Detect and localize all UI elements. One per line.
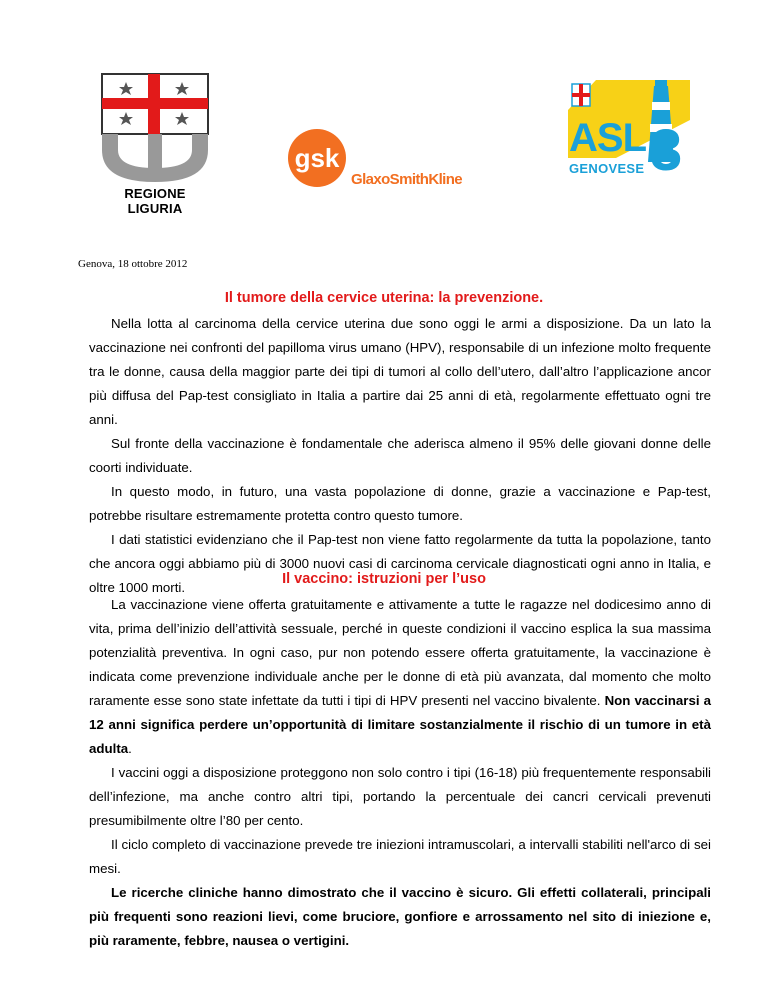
paragraph: I vaccini oggi a disposizione proteggono non solo contro i tipi (16-18) più frequentemente responsabili dell’infezione, ma anche contro altri tipi, portando la percentuale dei cancri cervicali prevenuti presumibilmente oltre l’80 per cento. <box>89 765 711 828</box>
paragraph: Il ciclo completo di vaccinazione prevede tre iniezioni intramuscolari, a intervalli stabiliti nell'arco di sei mesi. <box>89 837 711 876</box>
dateline: Genova, 18 ottobre 2012 <box>78 258 188 270</box>
section2-body <box>89 593 711 953</box>
section1-body <box>89 312 711 600</box>
paragraph: I dati statistici evidenziano che il Pap-test non viene fatto regolarmente da tutta la popolazione, tanto che ancora oggi abbiamo più di 3000 nuovi casi di carcinoma cervicale diagnosticati ogni anno in Italia, e oltre 1000 morti. <box>89 532 711 595</box>
section1-title: Il tumore della cervice uterina: la prevenzione. <box>224 290 544 306</box>
asl-number: 3 <box>650 118 683 183</box>
asl-name: ASL <box>569 116 646 160</box>
paragraph: Nella lotta al carcinoma della cervice uterina due sono oggi le armi a disposizione. Da un lato la vaccinazione nei confronti del papilloma virus umano (HPV), responsabile di un infezione molto frequente tra le donne, causa della maggior parte dei tipi di tumori al collo dell’utero, dall’altro l’applicazione ancor più diffusa del Pap-test consigliato in Italia a partire dai 25 anni di età, regolarmente effettuato ogni tre anni. <box>89 316 711 427</box>
paragraph <box>89 593 711 761</box>
section2-title: Il vaccino: istruzioni per l’uso <box>282 571 486 587</box>
asl-subtitle: GENOVESE <box>569 161 645 176</box>
paragraph-emphasis: Le ricerche cliniche hanno dimostrato che il vaccino è sicuro. Gli effetti collaterali, principali più frequenti sono reazioni lievi, come bruciore, gonfiore e arrossamento nel sito di iniezione e, più raramente, febbre, nausea o vertigini. <box>89 885 711 948</box>
paragraph-text: La vaccinazione viene offerta gratuitamente e attivamente a tutte le ragazze nel dodicesimo anno di vita, prima dell’inizio dell’attività sessuale, perché in queste condizioni il vaccino esplica la sua massima potenzialità preventiva. In ogni caso, pur non potendo essere offerta gratuitamente, la vaccinazione è indicata come prevenzione individuale anche per le donne di età più avanzata, dal momento che molto raramente esse sono state infettate da tutti i tipi di HPV presenti nel vaccino bivalente. <box>89 597 711 708</box>
paragraph: Sul fronte della vaccinazione è fondamentale che aderisca almeno il 95% delle giovani donne delle coorti individuate. <box>89 436 711 475</box>
paragraph-emphasis: Non vaccinarsi a 12 anni significa perdere un’opportunità di limitare sostanzialmente il rischio di un tumore in età adulta <box>89 693 712 756</box>
paragraph: In questo modo, in futuro, una vasta popolazione di donne, grazie a vaccinazione e Pap-test, potrebbe risultare estremamente protetta contro questo tumore. <box>89 484 711 523</box>
paragraph <box>89 881 711 953</box>
gsk-name: GlaxoSmithKline <box>351 171 463 188</box>
gsk-mark: gsk <box>294 143 340 173</box>
paragraph-end: . <box>128 741 132 756</box>
gsk-logo <box>287 128 477 192</box>
regione-liguria-label: REGIONE LIGURIA <box>124 186 186 216</box>
